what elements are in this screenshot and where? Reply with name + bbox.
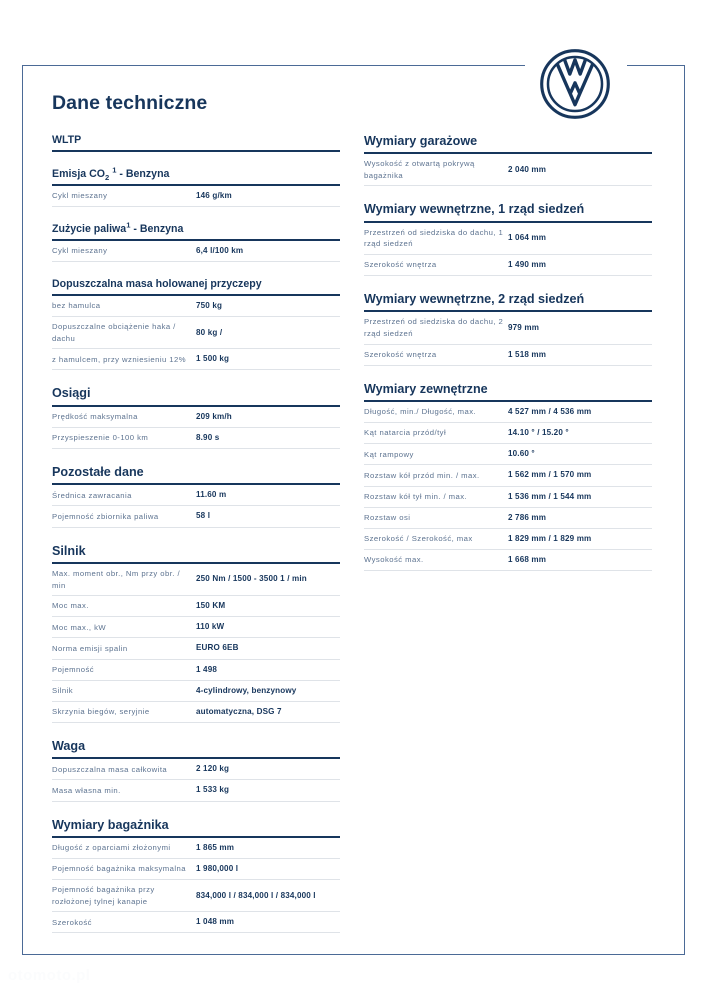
spec-label: Pojemność bagażnika przy rozłożonej tylnej kanapie bbox=[52, 885, 155, 906]
spec-label: Kąt rampowy bbox=[364, 449, 414, 459]
spec-row bbox=[364, 487, 652, 508]
spec-label: Pojemność zbiornika paliwa bbox=[52, 511, 159, 521]
spec-row-group bbox=[52, 241, 340, 262]
spec-label: Moc max. bbox=[52, 601, 89, 611]
spec-value: 110 kW bbox=[196, 622, 225, 632]
spec-row bbox=[364, 154, 652, 186]
spec-row bbox=[52, 428, 340, 449]
spec-row bbox=[364, 508, 652, 529]
spec-value: 1 536 mm / 1 544 mm bbox=[508, 491, 592, 501]
spec-label: Długość z oparciami złożonymi bbox=[52, 843, 171, 853]
spec-label: Rozstaw kół tył min. / max. bbox=[364, 491, 468, 501]
spec-value: 10.60 ° bbox=[508, 449, 535, 459]
spec-value: 11.60 m bbox=[196, 490, 227, 500]
spec-row bbox=[52, 407, 340, 428]
spec-section-zuzycie-paliwa-benzyna bbox=[52, 220, 340, 262]
spec-label: Rozstaw osi bbox=[364, 513, 411, 522]
spec-value: 1 518 mm bbox=[508, 349, 547, 359]
spec-value: automatyczna, DSG 7 bbox=[196, 706, 282, 716]
spec-value: 58 l bbox=[196, 511, 211, 521]
spec-row bbox=[364, 223, 652, 255]
spec-row-group bbox=[364, 402, 652, 571]
spec-row bbox=[52, 485, 340, 506]
spec-row-group bbox=[52, 564, 340, 723]
spec-row-group bbox=[52, 407, 340, 449]
spec-label: Pojemność bagażnika maksymalna bbox=[52, 864, 186, 874]
section-heading: Wymiary garażowe bbox=[364, 134, 652, 154]
spec-label: bez hamulca bbox=[52, 301, 101, 311]
spec-label: Szerokość wnętrza bbox=[364, 349, 437, 359]
spec-row-group bbox=[364, 223, 652, 276]
spec-label: Szerokość wnętrza bbox=[364, 260, 437, 270]
spec-label: Rozstaw kół przód min. / max. bbox=[364, 470, 480, 480]
spec-row bbox=[52, 660, 340, 681]
section-heading: Dopuszczalna masa holowanej przyczepy bbox=[52, 278, 340, 296]
spec-section-wymiary-zewnetrzne bbox=[364, 382, 652, 571]
spec-row bbox=[364, 465, 652, 486]
spec-row bbox=[364, 345, 652, 366]
spec-row bbox=[364, 529, 652, 550]
spec-row-group bbox=[364, 154, 652, 186]
spec-row bbox=[52, 859, 340, 880]
spec-section-wymiary-garazowe bbox=[364, 134, 652, 186]
spec-row bbox=[52, 880, 340, 912]
spec-label: Dopuszczalne obciążenie haka / dachu bbox=[52, 322, 176, 343]
spec-label: Pojemność bbox=[52, 664, 95, 674]
spec-label: Silnik bbox=[52, 685, 74, 695]
spec-row bbox=[52, 838, 340, 859]
spec-row bbox=[52, 702, 340, 723]
spec-row bbox=[364, 444, 652, 465]
spec-row bbox=[364, 550, 652, 571]
spec-label: Masa własna min. bbox=[52, 785, 121, 795]
spec-value: 1 064 mm bbox=[508, 233, 547, 243]
spec-value: 1 562 mm / 1 570 mm bbox=[508, 470, 592, 480]
spec-label: Kąt natarcia przód/tył bbox=[364, 428, 447, 438]
spec-value: 146 g/km bbox=[196, 190, 232, 200]
spec-row bbox=[52, 638, 340, 659]
spec-column-left bbox=[52, 134, 340, 933]
spec-row bbox=[52, 186, 340, 207]
spec-row bbox=[364, 255, 652, 276]
spec-row bbox=[52, 241, 340, 262]
volkswagen-logo-icon bbox=[538, 47, 612, 121]
spec-value: 209 km/h bbox=[196, 411, 232, 421]
spec-value: 1 500 kg bbox=[196, 354, 230, 364]
spec-column-right bbox=[364, 134, 652, 571]
spec-label: Max. moment obr., Nm przy obr. / min bbox=[52, 568, 181, 590]
section-heading: Zużycie paliwa$^1$ - Benzyna bbox=[52, 223, 340, 241]
spec-value: 4 527 mm / 4 536 mm bbox=[508, 407, 592, 416]
spec-label: Długość, min./ Długość, max. bbox=[364, 407, 477, 417]
spec-label: Prędkość maksymalna bbox=[52, 412, 138, 421]
spec-label: Przyspieszenie 0-100 km bbox=[52, 433, 149, 443]
spec-value: 1 498 bbox=[196, 664, 218, 674]
spec-section-wymiary-wewnetrzne-2-rzad bbox=[364, 292, 652, 366]
spec-value: 6,4 l/100 km bbox=[196, 245, 244, 255]
spec-row-group bbox=[52, 485, 340, 527]
spec-row bbox=[364, 423, 652, 444]
spec-section-wymiary-wewnetrzne-1-rzad bbox=[364, 202, 652, 276]
spec-section-emisja-co2-benzyna bbox=[52, 165, 340, 207]
spec-value: 4-cylindrowy, benzynowy bbox=[196, 685, 297, 695]
spec-row-group bbox=[52, 296, 340, 370]
spec-label: Cykl mieszany bbox=[52, 246, 108, 256]
spec-row bbox=[52, 506, 340, 527]
spec-label: Skrzynia biegów, seryjnie bbox=[52, 707, 150, 717]
spec-section-dopuszczalna-masa-holowanej-przyczepy bbox=[52, 278, 340, 370]
spec-row-group bbox=[52, 759, 340, 801]
section-heading: Silnik bbox=[52, 544, 340, 564]
spec-row bbox=[52, 349, 340, 370]
spec-label: Dopuszczalna masa całkowita bbox=[52, 764, 168, 774]
spec-label: Szerokość / Szerokość, max bbox=[364, 534, 473, 544]
spec-value: 8.90 s bbox=[196, 432, 220, 442]
spec-value: 80 kg / bbox=[196, 327, 223, 337]
spec-row bbox=[52, 596, 340, 617]
spec-section-pozostale-dane bbox=[52, 465, 340, 528]
spec-value: 150 KM bbox=[196, 601, 226, 611]
spec-row-group bbox=[364, 312, 652, 365]
spec-section-waga bbox=[52, 739, 340, 802]
spec-row-group bbox=[52, 186, 340, 207]
spec-row bbox=[52, 681, 340, 702]
spec-row bbox=[52, 912, 340, 933]
spec-label: Moc max., kW bbox=[52, 622, 107, 632]
section-heading: Wymiary wewnętrzne, 1 rząd siedzeń bbox=[364, 202, 652, 222]
section-heading: Waga bbox=[52, 739, 340, 759]
spec-section-wltp bbox=[52, 134, 340, 152]
spec-row bbox=[52, 759, 340, 780]
spec-value: EURO 6EB bbox=[196, 643, 239, 653]
spec-row-group bbox=[52, 838, 340, 934]
spec-section-osiagi bbox=[52, 386, 340, 449]
spec-value: 750 kg bbox=[196, 300, 223, 310]
spec-value: 250 Nm / 1500 - 3500 1 / min bbox=[196, 574, 307, 584]
spec-value: 1 668 mm bbox=[508, 554, 547, 564]
spec-row bbox=[52, 296, 340, 317]
spec-row bbox=[52, 617, 340, 638]
spec-label: Średnica zawracania bbox=[52, 490, 132, 500]
spec-label: Przestrzeń od siedziska do dachu, 2 rząd siedzeń bbox=[364, 317, 504, 338]
spec-label: Wysokość z otwartą pokrywą bagażnika bbox=[364, 159, 475, 180]
section-heading: Wymiary zewnętrzne bbox=[364, 382, 652, 402]
spec-row bbox=[52, 317, 340, 349]
spec-section-wymiary-bagaznika bbox=[52, 818, 340, 934]
spec-value: 1 490 mm bbox=[508, 259, 547, 269]
section-heading: Wymiary bagażnika bbox=[52, 818, 340, 838]
spec-label: Wysokość max. bbox=[364, 555, 424, 565]
spec-value: 1 048 mm bbox=[196, 917, 235, 927]
section-heading: Wymiary wewnętrzne, 2 rząd siedzeń bbox=[364, 292, 652, 312]
spec-value: 2 120 kg bbox=[196, 764, 230, 774]
spec-row bbox=[52, 564, 340, 596]
spec-label: Cykl mieszany bbox=[52, 191, 108, 201]
page-title: Dane techniczne bbox=[52, 92, 208, 114]
spec-label: Szerokość bbox=[52, 917, 92, 927]
spec-value: 979 mm bbox=[508, 322, 540, 332]
section-heading: Osiągi bbox=[52, 386, 340, 406]
spec-value: 834,000 l / 834,000 l / 834,000 l bbox=[196, 890, 316, 900]
spec-row bbox=[364, 312, 652, 344]
spec-value: 2 786 mm bbox=[508, 512, 547, 522]
section-heading: WLTP bbox=[52, 134, 340, 152]
spec-value: 1 829 mm / 1 829 mm bbox=[508, 533, 592, 543]
spec-section-silnik bbox=[52, 544, 340, 723]
watermark: otomoto.pl bbox=[8, 967, 91, 984]
spec-value: 1 533 kg bbox=[196, 785, 230, 795]
spec-label: Przestrzeń od siedziska do dachu, 1 rząd siedzeń bbox=[364, 227, 504, 249]
spec-value: 14.10 ° / 15.20 ° bbox=[508, 428, 569, 438]
spec-label: z hamulcem, przy wzniesieniu 12% bbox=[52, 354, 187, 364]
spec-value: 2 040 mm bbox=[508, 164, 547, 174]
spec-row bbox=[364, 402, 652, 423]
section-heading: Pozostałe dane bbox=[52, 465, 340, 485]
spec-row bbox=[52, 780, 340, 801]
section-heading: Emisja $CO_2$ $^1$ - Benzyna bbox=[52, 168, 340, 186]
spec-value: 1 980,000 l bbox=[196, 864, 239, 874]
spec-value: 1 865 mm bbox=[196, 842, 235, 852]
spec-label: Norma emisji spalin bbox=[52, 643, 128, 653]
